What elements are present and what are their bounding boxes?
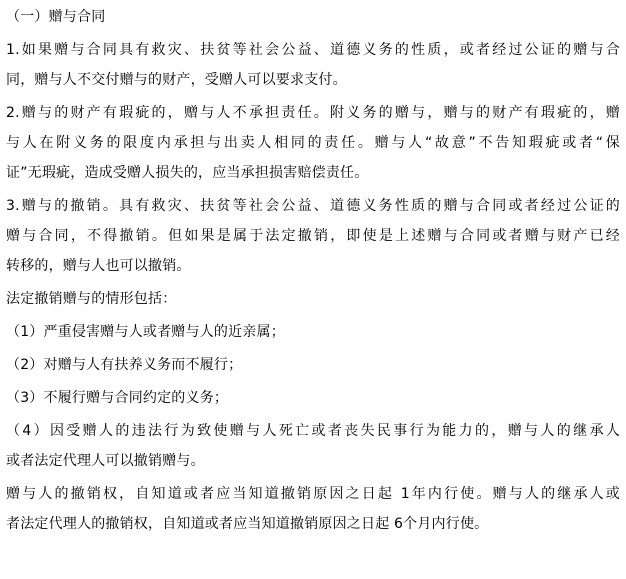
list-item-2 xyxy=(6,350,620,380)
paragraph-2 xyxy=(6,98,620,188)
list-item-1 xyxy=(6,317,620,347)
paragraph-line: 同，赠与人不交付赠与的财产，受赠人可以要求支付。 xyxy=(6,72,347,88)
paragraph-line: （4）因受赠人的违法行为致使赠与人死亡或者丧失民事行为能力的，赠与人的继承人 xyxy=(6,423,620,439)
list-item-3 xyxy=(6,383,620,413)
paragraph-line: 3.赠与的撤销。具有救灾、扶贫等社会公益、道德义务性质的赠与合同或者经过公证的 xyxy=(6,198,620,214)
paragraph-3 xyxy=(6,191,620,281)
paragraph-line: （1）严重侵害赠与人或者赠与人的近亲属； xyxy=(6,324,285,340)
paragraph-line: 1.如果赠与合同具有救灾、扶贫等社会公益、道德义务的性质，或者经过公证的赠与合 xyxy=(6,42,620,58)
paragraph-line: 证”无瑕疵，造成受赠人损失的，应当承担损害赔偿责任。 xyxy=(6,165,369,181)
paragraph-4 xyxy=(6,284,620,314)
paragraph-5 xyxy=(6,479,620,539)
paragraph-line: 者法定代理人的撤销权，自知道或者应当知道撤销原因之日起 6个月内行使。 xyxy=(6,516,489,532)
section-heading: （一）赠与合同 xyxy=(6,9,106,25)
paragraph-line: 2.赠与的财产有瑕疵的，赠与人不承担责任。附义务的赠与，赠与的财产有瑕疵的，赠 xyxy=(6,105,620,121)
paragraph-line: 转移的，赠与人也可以撤销。 xyxy=(6,258,191,274)
paragraph-1 xyxy=(6,35,620,95)
list-item-4 xyxy=(6,416,620,476)
paragraph-line: （3）不履行赠与合同约定的义务； xyxy=(6,390,229,406)
paragraph-line: 法定撤销赠与的情形包括： xyxy=(6,291,177,307)
paragraph-line: 赠与人的撤销权，自知道或者应当知道撤销原因之日起 1年内行使。赠与人的继承人或 xyxy=(6,486,620,502)
paragraph-line: （2）对赠与人有扶养义务而不履行； xyxy=(6,357,243,373)
paragraph-line: 或者法定代理人可以撤销赠与。 xyxy=(6,453,205,469)
paragraph-line: 与人在附义务的限度内承担与出卖人相同的责任。赠与人“故意”不告知瑕疵或者“保 xyxy=(6,135,620,151)
paragraph-line: 赠与合同，不得撤销。但如果是属于法定撤销，即使是上述赠与合同或者赠与财产已经 xyxy=(6,228,620,244)
